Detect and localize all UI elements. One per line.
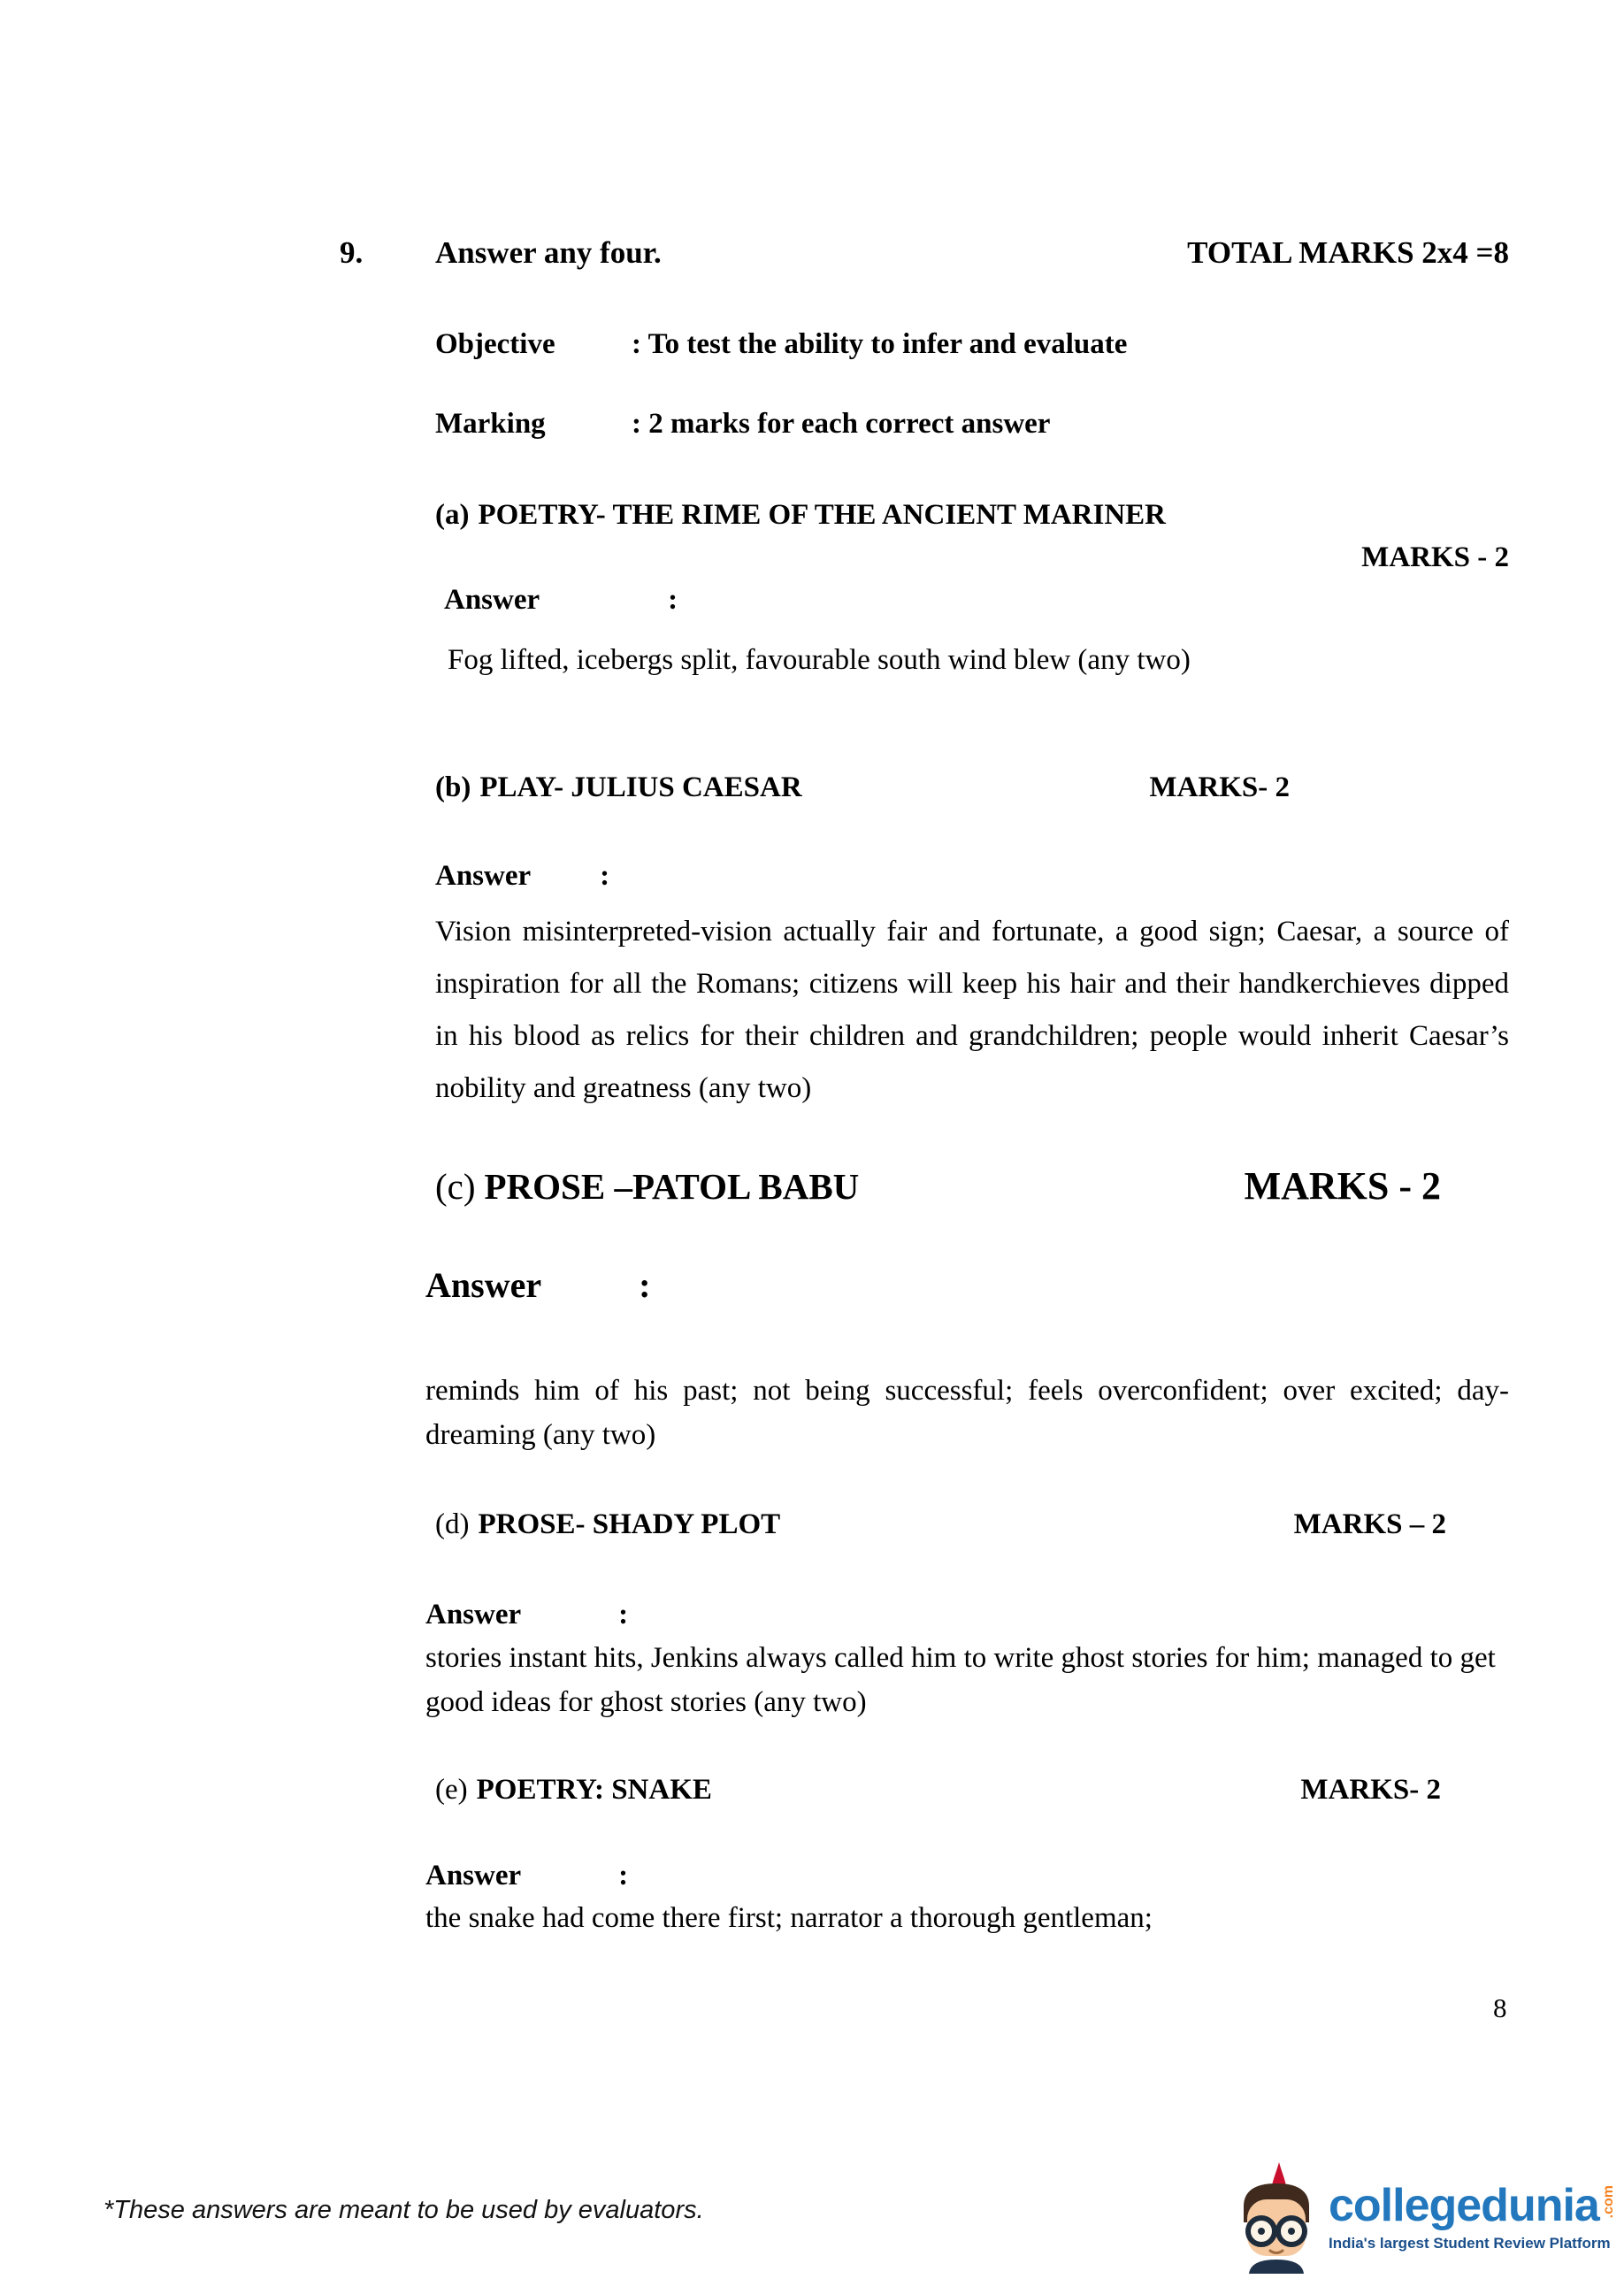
- section-a-title: POETRY- THE RIME OF THE ANCIENT MARINER: [478, 499, 1167, 531]
- brand-tld: .com: [1600, 2185, 1616, 2219]
- mascot-icon: [1231, 2160, 1321, 2274]
- section-d-heading: [435, 1503, 1509, 1546]
- answer-colon: :: [618, 1860, 629, 1891]
- section-d-title: PROSE- SHADY PLOT: [478, 1508, 781, 1540]
- section-d-prefix: (d): [435, 1508, 470, 1540]
- objective-label: Objective: [435, 328, 555, 360]
- section-b-heading: [435, 766, 1509, 809]
- section-a-prefix: (a): [435, 499, 470, 531]
- section-c-prefix: (c): [435, 1166, 476, 1207]
- section-d-marks: MARKS – 2: [1293, 1508, 1446, 1540]
- answer-colon: :: [600, 860, 610, 892]
- answer-label: Answer: [425, 1860, 522, 1891]
- logo-text: [1329, 2182, 1616, 2252]
- section-a-marks: MARKS - 2: [1361, 541, 1509, 573]
- section-a-body: Fog lifted, icebergs split, favourable south wind blew (any two): [448, 644, 1191, 676]
- section-b-body: Vision misinterpreted-vision actually fair and fortunate, a good sign; Caesar, a source of inspiration for all the Romans; citizens will keep his hair and their handkerchieves dipped in his blood as relics for their children and grandchildren; people would inherit Caesar’s nobility and greatness (any two): [435, 916, 1509, 1104]
- section-e-body: the snake had come there first; narrator a thorough gentleman;: [425, 1902, 1153, 1934]
- section-c-title: PROSE –PATOL BABU: [484, 1166, 860, 1207]
- section-c-marks: MARKS - 2: [1244, 1164, 1441, 1208]
- section-c-heading: [435, 1162, 1509, 1211]
- answer-colon: :: [639, 1265, 651, 1305]
- marking-label: Marking: [435, 408, 546, 440]
- section-e-marks: MARKS- 2: [1300, 1774, 1441, 1806]
- collegedunia-logo: [1231, 2160, 1616, 2274]
- section-c-answer-row: [425, 1261, 1509, 1310]
- section-d-body: stories instant hits, Jenkins always called him to write ghost stories for him; managed to get good ideas for ghost stories (any two): [425, 1642, 1496, 1718]
- section-d-answer-row: [425, 1593, 1509, 1636]
- section-b-answer-row: [435, 855, 1509, 897]
- section-e-heading: [435, 1769, 1509, 1811]
- objective-row: [435, 323, 1509, 365]
- section-a-answer-row: [435, 579, 1509, 621]
- objective-text: : To test the ability to infer and evaluate: [632, 328, 1128, 360]
- document-content: [340, 232, 1509, 1939]
- section-c-body: reminds him of his past; not being successful; feels overconfident; over excited; day-dreaming (any two): [425, 1375, 1509, 1451]
- total-marks: TOTAL MARKS 2x4 =8: [1187, 235, 1509, 270]
- section-e-title: POETRY: SNAKE: [476, 1774, 712, 1806]
- answer-label: Answer: [435, 860, 532, 892]
- question-header: [340, 232, 1509, 274]
- answer-colon: :: [668, 584, 678, 616]
- section-e-prefix: (e): [435, 1774, 468, 1806]
- marking-row: [435, 403, 1509, 445]
- marking-text: : 2 marks for each correct answer: [632, 408, 1051, 440]
- brand-wordmark: collegedunia: [1329, 2180, 1599, 2231]
- answer-colon: :: [618, 1599, 629, 1631]
- question-title: Answer any four.: [435, 235, 662, 270]
- question-number: 9.: [340, 235, 364, 270]
- section-b-marks: MARKS- 2: [1149, 771, 1290, 803]
- answer-label: Answer: [425, 1265, 542, 1305]
- section-e-answer-row: [425, 1854, 1509, 1897]
- section-a-heading: [435, 494, 1509, 536]
- brand-tagline: India's largest Student Review Platform: [1329, 2235, 1611, 2252]
- answer-label: Answer: [425, 1599, 522, 1631]
- answer-label: Answer: [444, 584, 540, 616]
- section-b-prefix: (b): [435, 771, 471, 803]
- footer-note: *These answers are meant to be used by evaluators.: [103, 2196, 704, 2224]
- page-number: 8: [1493, 1992, 1507, 2023]
- section-b-title: PLAY- JULIUS CAESAR: [479, 771, 802, 803]
